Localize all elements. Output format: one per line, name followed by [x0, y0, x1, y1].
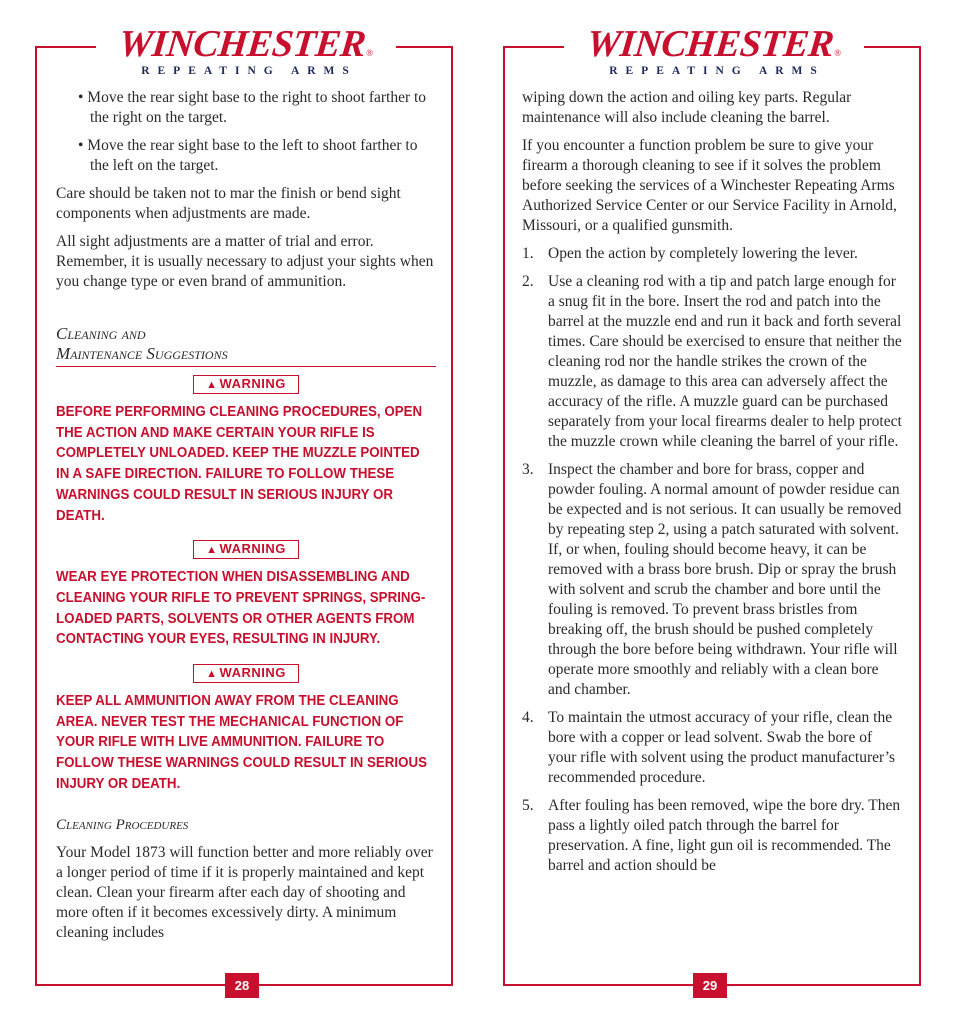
registered-mark: ®	[366, 48, 374, 58]
heading-line: Cleaning and	[56, 324, 146, 343]
paragraph: If you encounter a function problem be sure to give your firearm a thorough cleaning to see if it solves the problem before seeking the services of a Winchester Repeating Arms Authorized Service Center or our Service Facility in Arnold, Missouri, or a qualified gunsmith.	[522, 137, 897, 234]
right-page	[494, 0, 934, 1023]
step-text: Use a cleaning rod with a tip and patch large enough for a snug fit in the bore. Insert the rod and patch into the barrel at the muzzle end and run it back and forth several times. Care should be exercised to ensure that neither the cleaning rod nor the handle strikes the crown of the muzzle, as damage to this area can adversely affect the accuracy of the rifle. A muzzle guard can be purchased separately from your local firearms dealer to help protect the muzzle crown while cleaning the barrel of your rifle.	[548, 273, 902, 450]
bullet-item: • Move the rear sight base to the right to shoot farther to the right on the target.	[78, 89, 427, 126]
bullet-item: • Move the rear sight base to the left to shoot farther to the left on the target.	[78, 137, 418, 174]
paragraph: All sight adjustments are a matter of trial and error. Remember, it is usually necessary to adjust your sights when you change type or even brand of ammunition.	[56, 233, 434, 290]
list-item	[522, 708, 902, 788]
warning-text: BEFORE PERFORMING CLEANING PROCEDURES, OPEN THE ACTION AND MAKE CERTAIN YOUR RIFLE IS COMPLETELY UNLOADED. KEEP THE MUZZLE POINTED IN A SAFE DIRECTION. FAILURE TO FOLLOW THESE WARNINGS COULD RESULT IN SERIOUS INJURY OR DEATH.	[56, 404, 423, 524]
step-number: 3.	[522, 461, 534, 478]
paragraph: Your Model 1873 will function better and more reliably over a longer period of time if it is properly maintained and kept clean. Clean your firearm after each day of shooting and more often if it becomes excessively dirty. A minimum cleaning includes	[56, 843, 433, 941]
left-page	[26, 0, 466, 1023]
paragraph: Care should be taken not to mar the finish or bend sight components when adjustments are made.	[56, 185, 401, 222]
section-heading	[56, 324, 436, 367]
right-page-content	[522, 88, 902, 884]
registered-mark: ®	[834, 48, 842, 58]
step-text: Inspect the chamber and bore for brass, copper and powder fouling. A normal amount of powder residue can be expected and is not serious. It can usually be removed by repeating step 2, using a patch saturated with solvent. If, or when, fouling should become heavy, it can be removed with a brass bore brush. Dip or spray the brush with solvent and scrub the chamber and bore until the fouling is removed. To prevent brass bristles from breaking off, the brush should be pushed completely through the bore before being withdrawn. Your rifle will operate more smoothly and reliably with a clean bore and chamber.	[548, 461, 902, 698]
warning-triangle-icon: ▲	[206, 668, 218, 681]
warning-label: WARNING	[219, 541, 286, 557]
step-number: 2.	[522, 273, 534, 290]
step-number: 1.	[522, 245, 534, 262]
step-number: 5.	[522, 797, 534, 814]
warning-badge	[193, 664, 299, 683]
step-number: 4.	[522, 709, 534, 726]
list-item	[522, 244, 902, 264]
heading-line: Maintenance Suggestions	[56, 344, 228, 363]
winchester-logo	[564, 22, 864, 82]
paragraph: wiping down the action and oiling key parts. Regular maintenance will also include cleaning the barrel.	[522, 89, 852, 126]
step-text: To maintain the utmost accuracy of your rifle, clean the bore with a copper or lead solvent. Swab the bore of your rifle with solvent using the product manufacturer’s recommended procedure.	[548, 709, 896, 786]
logo-subtitle: REPEATING ARMS	[141, 65, 357, 77]
warning-text: WEAR EYE PROTECTION WHEN DISASSEMBLING AND CLEANING YOUR RIFLE TO PREVENT SPRINGS, SPRING-LOADED PARTS, SOLVENTS OR OTHER AGENTS FROM CONTACTING YOUR EYES, RESULTING IN INJURY.	[56, 569, 426, 648]
list-item	[522, 796, 902, 876]
list-item	[522, 460, 902, 700]
left-page-content	[56, 88, 436, 951]
winchester-logo	[96, 22, 396, 82]
page-number: 29	[693, 973, 727, 998]
warning-triangle-icon: ▲	[206, 379, 218, 391]
list-item	[522, 272, 902, 452]
step-text: After fouling has been removed, wipe the bore dry. Then pass a lightly oiled patch through the barrel for preservation. A fine, light gun oil is recommended. The barrel and action should be	[548, 797, 901, 874]
warning-badge	[193, 540, 299, 559]
cleaning-steps-list	[522, 244, 902, 876]
logo-subtitle: REPEATING ARMS	[609, 65, 825, 77]
warning-triangle-icon: ▲	[206, 544, 218, 557]
logo-wordmark: WINCHESTER	[116, 23, 368, 65]
warning-text: KEEP ALL AMMUNITION AWAY FROM THE CLEANING AREA. NEVER TEST THE MECHANICAL FUNCTION OF YOUR RIFLE WITH LIVE AMMUNITION. FAILURE TO FOLLOW THESE WARNINGS COULD RESULT IN SERIOUS INJURY OR DEATH.	[56, 693, 428, 792]
step-text: Open the action by completely lowering the lever.	[548, 245, 858, 262]
warning-label: WARNING	[219, 665, 286, 681]
subheading: Cleaning Procedures	[56, 816, 189, 833]
logo-wordmark: WINCHESTER	[584, 23, 836, 65]
page-number: 28	[225, 973, 259, 998]
warning-badge	[193, 375, 299, 394]
warning-label: WARNING	[219, 376, 286, 391]
